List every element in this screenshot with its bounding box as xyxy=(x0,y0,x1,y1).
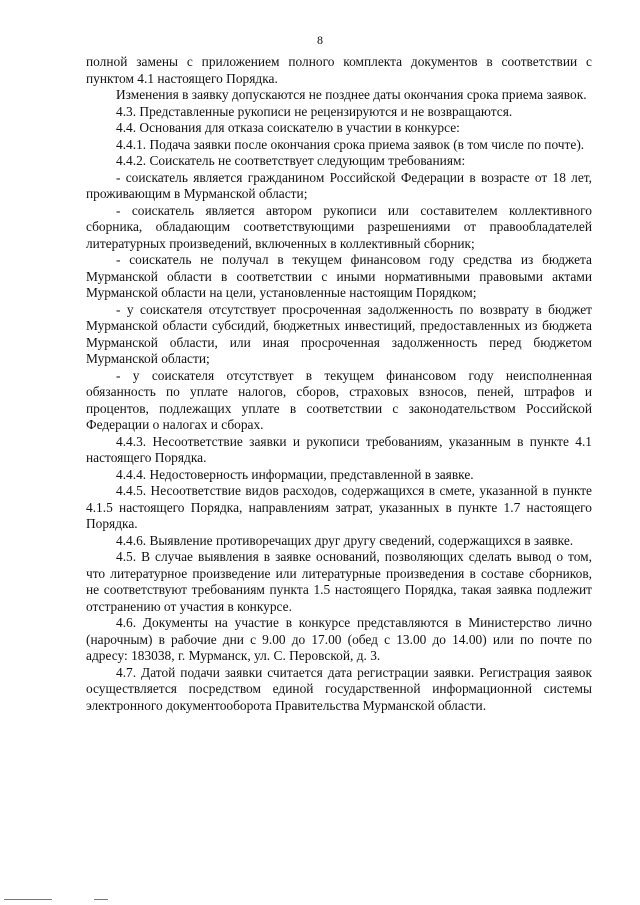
paragraph-4-3: 4.3. Представленные рукописи не рецензируются и не возвращаются. xyxy=(116,103,513,119)
paragraph-amendments: Изменения в заявку допускаются не позднее даты окончания срока приема заявок. xyxy=(116,87,587,102)
paragraph-4-4-6: 4.4.6. Выявление противоречащих друг другу сведений, содержащихся в заявке. xyxy=(116,532,574,548)
paragraph-4-4: 4.4. Основания для отказа соискателю в участии в конкурсе: xyxy=(116,120,460,135)
list-item-no-overdue-debt: - у соискателя отсутствует просроченная задолженность по возврату в бюджет Мурманской области субсидий, бюджетных инвестиций, предоставленных из бюджета Мурманской области, или иная просроченная задолженность перед бюджетом Мурманской области; xyxy=(86,301,592,366)
footer-rule-short xyxy=(94,899,108,900)
paragraph-4-4-5: 4.4.5. Несоответствие видов расходов, содержащихся в смете, указанной в пункте 4.1.5 настоящего Порядка, направлениям затрат, указанных в пункте 1.7 настоящего Порядка. xyxy=(86,483,592,531)
footer-rule-left xyxy=(4,899,52,900)
page-number: 8 xyxy=(317,33,323,47)
paragraph-4-7: 4.7. Датой подачи заявки считается дата регистрации заявки. Регистрация заявок осуществляется посредством единой государственной информационной системы электронного документооборота Правительства Мурманской области. xyxy=(86,664,592,713)
paragraph-4-5: 4.5. В случае выявления в заявке оснований, позволяющих сделать вывод о том, что литературное произведение или литературные произведения в составе сборников, не соответствуют требованиям пункта 1.5 настоящего Порядка, такая заявка подлежит отстранению от участия в конкурсе. xyxy=(86,549,592,614)
list-item-authorship: - соискатель является автором рукописи или составителем коллективного сборника, обладающим соответствующими разрешениями от правообладателей литературных произведений, включенных в коллективный сборник; xyxy=(86,202,592,251)
paragraph-4-4-2: 4.4.2. Соискатель не соответствует следующим требованиям: xyxy=(116,153,466,168)
list-item-no-tax-obligations: - у соискателя отсутствует в текущем финансовом году неисполненная обязанность по уплате налогов, сборов, страховых взносов, пеней, штрафов и процентов, подлежащих уплате в соответствии с законодательством Российской Федерации о налогах и сборах. xyxy=(86,367,592,432)
list-item-citizenship: - соискатель является гражданином Российской Федерации в возрасте от 18 лет, проживающим в Мурманской области; xyxy=(86,169,592,201)
paragraph-4-6: 4.6. Документы на участие в конкурсе представляются в Министерство лично (нарочным) в рабочие дни с 9.00 до 17.00 (обед с 13.00 до 14.00) или по почте по адресу: 183038, г. Мурманск, ул. С. Перовской, д. 3. xyxy=(86,615,592,663)
paragraph-continuation: полной замены с приложением полного комплекта документов в соответствии с пунктом 4.1 настоящего Порядка. xyxy=(86,54,592,86)
paragraph-4-4-1: 4.4.1. Подача заявки после окончания срока приема заявок (в том числе по почте). xyxy=(116,136,585,152)
list-item-no-budget-funds: - соискатель не получал в текущем финансовом году средства из бюджета Мурманской области в соответствии с иными нормативными правовыми актами Мурманской области на цели, установленные настоящим Порядком; xyxy=(86,252,592,300)
paragraph-4-4-4: 4.4.4. Недостоверность информации, представленной в заявке. xyxy=(116,466,474,482)
paragraph-4-4-3: 4.4.3. Несоответствие заявки и рукописи требованиям, указанным в пункте 4.1 настоящего Порядка. xyxy=(86,433,592,465)
document-body xyxy=(86,54,592,714)
